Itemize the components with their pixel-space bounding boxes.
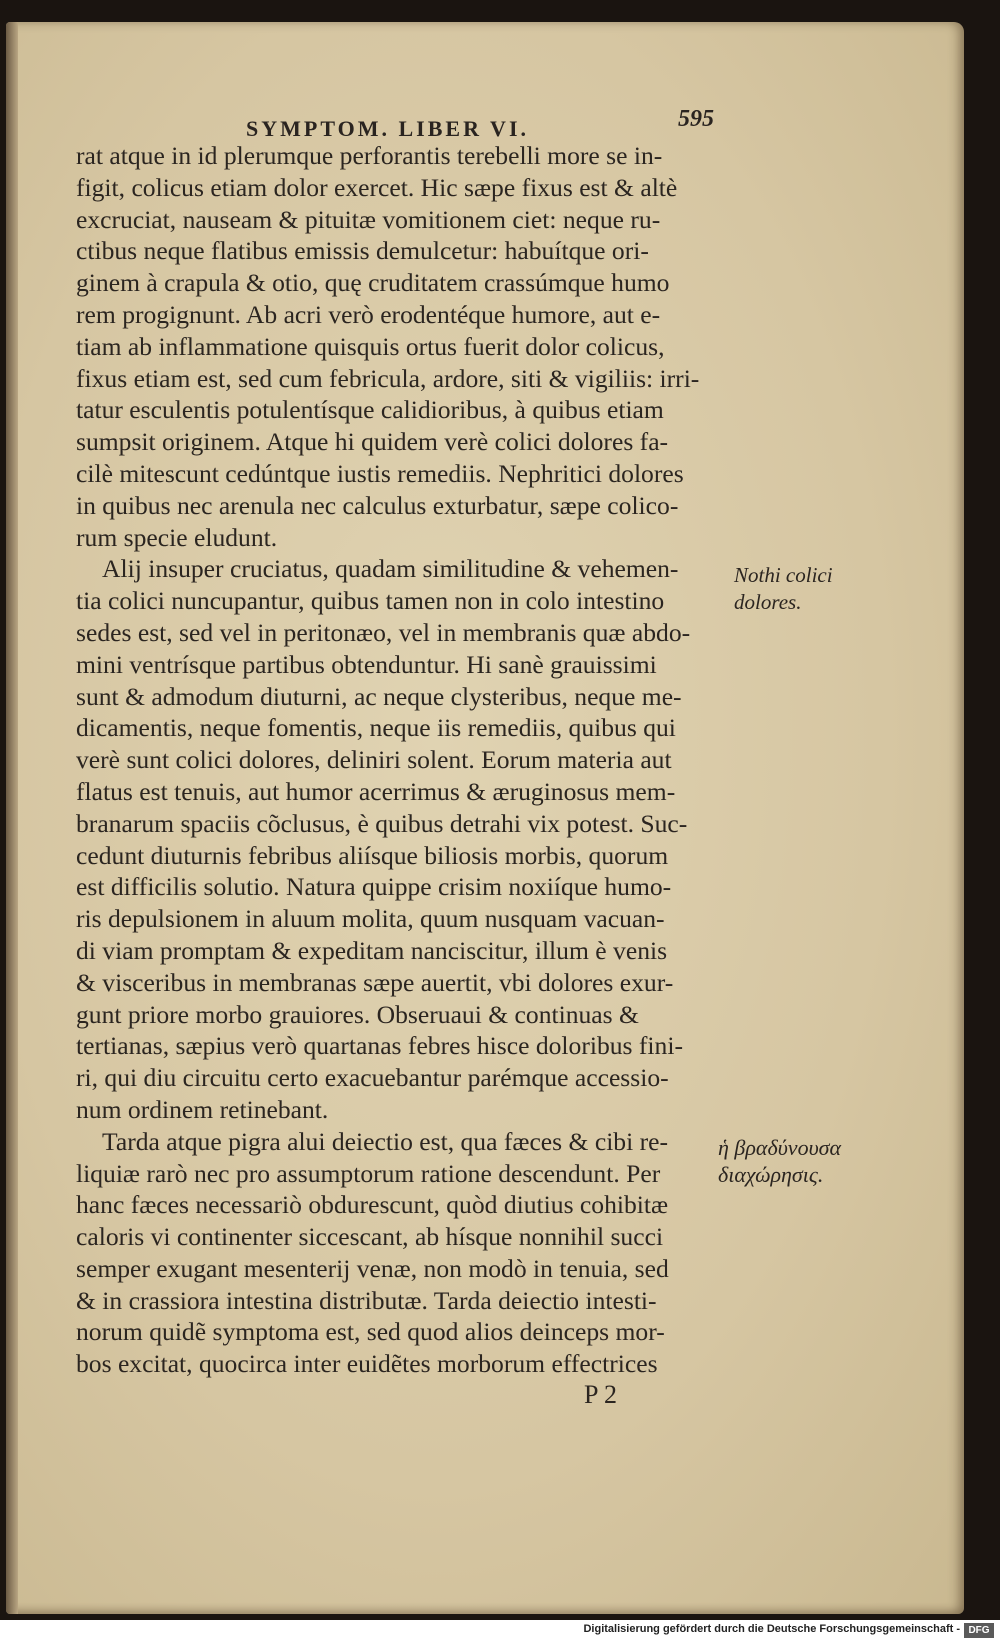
- text-line: est difficilis solutio. Natura quippe crisim noxiíque humo-: [76, 872, 672, 902]
- text-line: caloris vi continenter siccescant, ab hísque nonnihil succi: [76, 1222, 664, 1252]
- book-page: [6, 22, 964, 1614]
- text-line: fixus etiam est, sed cum febricula, ardore, siti & vigiliis: irri-: [76, 363, 700, 393]
- text-line: cilè mitescunt cedúntque iustis remediis. Nephritici dolores: [76, 458, 684, 488]
- text-line: ctibus neque flatibus emissis demulcetur: habuítque ori-: [76, 236, 649, 266]
- margin-note-line: Nothi colici: [734, 563, 833, 587]
- text-line: bos excitat, quocirca inter euidẽtes morborum effectrices: [76, 1349, 658, 1379]
- text-line: tertianas, sæpius verò quartanas febres hisce doloribus fini-: [76, 1031, 683, 1061]
- text-line: branarum spaciis cõclusus, è quibus detrahi vix potest. Suc-: [76, 808, 688, 838]
- text-line: & in crassiora intestina distributæ. Tarda deiectio intesti-: [76, 1285, 657, 1315]
- binding-edge: [6, 22, 18, 1614]
- text-line: gunt priore morbo grauiores. Obseruaui & continuas &: [76, 999, 639, 1029]
- text-line: rat atque in id plerumque perforantis terebelli more se in-: [76, 141, 663, 170]
- text-line: Alij insuper cruciatus, quadam similitudine & vehemen-: [102, 554, 679, 584]
- text-line: hanc fæces necessariò obdurescunt, quòd diutius cohibitæ: [76, 1190, 669, 1220]
- text-line: ri, qui diu circuitu certo exacuebantur parémque accessio-: [76, 1063, 669, 1093]
- text-line: di viam promptam & expeditam nanciscitur, illum è venis: [76, 935, 668, 965]
- page-number: 595: [678, 106, 714, 132]
- margin-note-nothi: [734, 562, 833, 616]
- footer-credit: Digitalisierung gefördert durch die Deutsche Forschungsgemeinschaft -: [583, 1623, 960, 1635]
- body-text: [76, 140, 736, 1380]
- text-line: rum specie eludunt.: [76, 522, 278, 552]
- text-line: tatur esculentis potulentísque calidioribus, à quibus etiam: [76, 395, 664, 425]
- running-title: SYMPTOM. LIBER VI.: [246, 116, 530, 141]
- margin-note-line: dolores.: [734, 590, 802, 614]
- text-line: tia colici nuncupantur, quibus tamen non in colo intestino: [76, 586, 665, 616]
- text-line: verè sunt colici dolores, deliniri solent. Eorum materia aut: [76, 745, 672, 775]
- text-line: semper exugant mesenterij venæ, non modò in tenuia, sed: [76, 1253, 669, 1283]
- text-line: flatus est tenuis, aut humor acerrimus & æruginosus mem-: [76, 776, 676, 806]
- text-line: sunt & admodum diuturni, ac neque clysteribus, neque me-: [76, 681, 682, 711]
- text-line: liquiæ rarò nec pro assumptorum ratione descendunt. Per: [76, 1158, 661, 1188]
- text-line: dicamentis, neque fomentis, neque iis remediis, quibus qui: [76, 713, 676, 743]
- text-line: figit, colicus etiam dolor exercet. Hic sæpe fixus est & altè: [76, 172, 678, 202]
- text-line: Tarda atque pigra alui deiectio est, qua fæces & cibi re-: [102, 1126, 669, 1156]
- text-line: cedunt diuturnis febribus aliísque biliosis morbis, quorum: [76, 840, 669, 870]
- text-line: norum quidẽ symptoma est, sed quod alios deinceps mor-: [76, 1317, 665, 1347]
- footer-bar: [0, 1620, 1000, 1643]
- text-line: sumpsit originem. Atque hi quidem verè colici dolores fa-: [76, 427, 669, 457]
- margin-note-line: ἡ βραδύνουσα: [718, 1135, 842, 1160]
- text-line: rem progignunt. Ab acri verò erodentéque humore, aut e-: [76, 299, 661, 329]
- signature-mark: P 2: [584, 1380, 617, 1409]
- text-line: tiam ab inflammatione quisquis ortus fuerit dolor colicus,: [76, 331, 665, 361]
- text-line: in quibus nec arenula nec calculus exturbatur, sæpe colico-: [76, 490, 679, 520]
- text-line: excruciat, nauseam & pituitæ vomitionem ciet: neque ru-: [76, 204, 661, 234]
- margin-note-greek: [718, 1134, 841, 1188]
- text-line: & visceribus in membranas sæpe auertit, vbi dolores exur-: [76, 967, 674, 997]
- text-line: num ordinem retinebant.: [76, 1094, 329, 1124]
- text-line: mini ventrísque partibus obtenduntur. Hi sanè grauissimi: [76, 649, 657, 679]
- dfg-logo: DFG: [964, 1623, 994, 1638]
- margin-note-line: διαχώρησις.: [718, 1162, 824, 1187]
- text-line: ris depulsionem in aluum molita, quum nusquam vacuan-: [76, 904, 665, 934]
- text-line: ginem à crapula & otio, quę cruditatem crassúmque humo: [76, 268, 670, 298]
- text-line: sedes est, sed vel in peritonæo, vel in membranis quæ abdo-: [76, 617, 691, 647]
